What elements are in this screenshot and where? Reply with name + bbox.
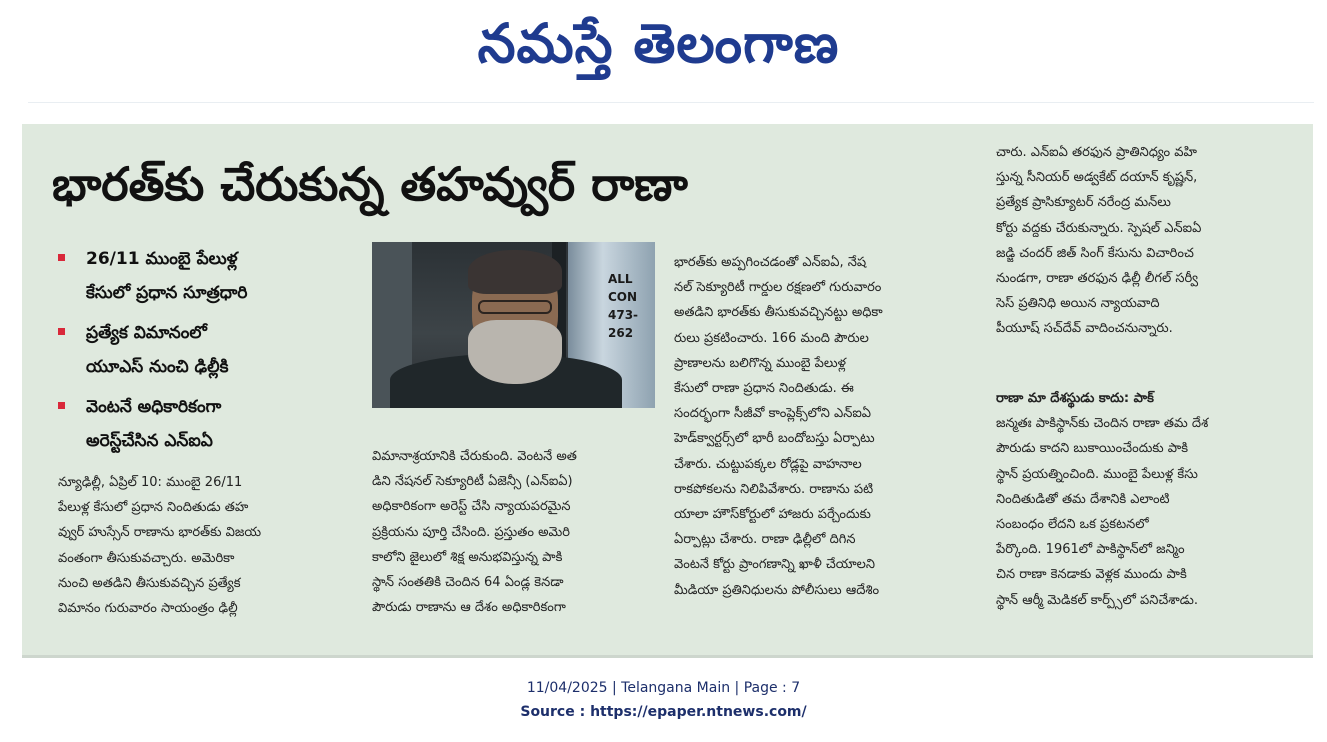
- article-column-4: [996, 140, 1288, 342]
- text-line: పౌరుడు కాదని బుకాయించేందుకు పాకి: [996, 441, 1189, 457]
- highlight-line: వెంటనే అధికారికంగా: [86, 397, 222, 417]
- masthead-divider: [28, 102, 1314, 103]
- text-line: పౌరుడు రాణాను ఆ దేశం అధికారికంగా: [372, 600, 566, 616]
- photo-sign: ALL CON 473-262: [608, 272, 639, 340]
- text-line: ప్రత్యేక ప్రాసిక్యూటర్ నరేంద్ర మన్‌లు: [996, 195, 1171, 211]
- text-line: రులు ప్రకటించారు. 166 మంది పౌరుల: [674, 330, 869, 346]
- edition-info: 11/04/2025 | Telangana Main | Page : 7: [526, 680, 801, 696]
- highlight-line: 26/11 ముంబై పేలుళ్ల: [86, 249, 238, 269]
- text-line: జడ్జి చందర్ జిత్ సింగ్ కేసును విచారించ: [996, 245, 1194, 261]
- text-line: చిన రాణా కెనడాకు వెళ్లక ముందు పాకి: [996, 567, 1187, 583]
- article-column-3: [674, 250, 974, 603]
- text-line: జన్మతః పాకిస్థాన్‌కు చెందిన రాణా తమ దేశ: [996, 416, 1209, 432]
- article-column-2: [372, 444, 656, 620]
- text-line: చారు. ఎన్ఐఏ తరఫున ప్రాతినిధ్యం వహి: [996, 145, 1197, 160]
- highlight-line: ప్రత్యేక విమానంలో: [86, 323, 207, 343]
- text-line: విమానం గురువారం సాయంత్రం ఢిల్లీ: [58, 601, 238, 617]
- highlight-line: యూఎస్ నుంచి ఢిల్లీకి: [86, 357, 229, 377]
- article-column-1: [58, 470, 344, 621]
- text-line: సంబంధం లేదని ఒక ప్రకటనలో: [996, 517, 1149, 533]
- text-line: సందర్భంగా సీజీవో కాంప్లెక్స్‌లోని ఎన్ఐఏ: [674, 406, 872, 422]
- text-line: అతడిని భారత్‌కు తీసుకువచ్చినట్టు అధికా: [674, 305, 883, 321]
- text-line: ప్రాణాలను బలిగొన్న ముంబై పేలుళ్ల: [674, 355, 847, 371]
- article-headline: భారత్‌కు చేరుకున్న తహవ్వుర్ రాణా: [52, 157, 688, 211]
- text-line: కోర్టు వద్దకు చేరుకున్నారు. స్పెషల్ ఎన్ఐఏ: [996, 220, 1202, 236]
- text-line: స్థాన్ ప్రయత్నించింది. ముంబై పేలుళ్ల కేసు: [996, 466, 1198, 482]
- page-footer: [0, 676, 1327, 724]
- text-line: ప్రక్రియను పూర్తి చేసింది. ప్రస్తుతం అమెరి: [372, 524, 570, 540]
- highlight-line: కేసులో ప్రధాన సూత్రధారి: [86, 283, 248, 303]
- masthead: [0, 0, 1327, 100]
- highlight-line: అరెస్ట్‌చేసిన ఎన్ఐఏ: [86, 431, 213, 451]
- highlight-item: [58, 316, 358, 384]
- text-line: భారత్‌కు అప్పగించడంతో ఎన్ఐఏ, నేష: [674, 255, 867, 270]
- text-line: ఏర్పాట్లు చేశారు. రాణా ఢిల్లీలో దిగిన: [674, 532, 856, 548]
- highlight-item: [58, 390, 358, 458]
- text-line: స్థాన్ ఆర్మీ మెడికల్ కార్ప్స్‌లో పనిచేశాడు.: [996, 592, 1198, 608]
- text-line: నల్ సెక్యూరిటీ గార్డుల రక్షణలో గురువారం: [674, 280, 882, 296]
- text-line: స్తున్న సీనియర్ అడ్వకేట్ దయాన్ కృష్ణన్,: [996, 170, 1198, 186]
- text-line: పేలుళ్ల కేసులో ప్రధాన నిందితుడు తహ: [58, 500, 249, 516]
- text-line: వ్వుర్ హుస్సేన్ రాణాను భారత్‌కు విజయ: [58, 525, 262, 541]
- text-line: నుండగా, రాణా తరఫున ఢిల్లీ లీగల్ సర్వీ: [996, 271, 1199, 287]
- bullet-square-icon: [58, 402, 65, 409]
- text-line: హెడ్‌క్వార్టర్స్‌లో భారీ బందోబస్తు ఏర్పాటు: [674, 431, 875, 447]
- subheading: రాణా మా దేశస్థుడు కాదు: పాక్: [996, 391, 1154, 406]
- bullet-square-icon: [58, 254, 65, 261]
- text-line: పేర్కొంది. 1961లో పాకిస్థాన్‌లో జన్మిం: [996, 542, 1185, 558]
- text-line: నుంచి అతడిని తీసుకువచ్చిన ప్రత్యేక: [58, 575, 241, 591]
- text-line: డిని నేషనల్ సెక్యూరిటీ ఏజెన్సీ (ఎన్ఐఏ): [372, 474, 573, 490]
- masthead-logo: నమస్తే తెలంగాణ: [477, 11, 840, 75]
- text-line: వెంటనే కోర్టు ప్రాంగణాన్ని ఖాళీ చేయాలని: [674, 557, 876, 573]
- text-line: కాలోని జైలులో శిక్ష అనుభవిస్తున్న పాకి: [372, 549, 563, 565]
- bullet-square-icon: [58, 328, 65, 335]
- text-line: నిందితుడితో తమ దేశానికి ఎలాంటి: [996, 491, 1170, 507]
- highlight-item: [58, 242, 358, 310]
- text-line: కేసులో రాణా ప్రధాన నిందితుడు. ఈ: [674, 381, 854, 397]
- source-link[interactable]: Source : https://epaper.ntnews.com/: [520, 704, 807, 720]
- text-line: సెస్ ప్రతినిధి అయిన న్యాయవాది: [996, 296, 1160, 312]
- text-line: యాలా హౌస్‌కోర్టులో హాజరు పర్చేందుకు: [674, 507, 871, 523]
- article-photo: [372, 242, 655, 408]
- text-line: రాకపోకలను నిలిపివేశారు. రాణాను పటి: [674, 481, 874, 497]
- text-line: మీడియా ప్రతినిధులను పోలీసులు ఆదేశిం: [674, 582, 880, 598]
- text-line: చేశారు. చుట్టుపక్కల రోడ్లపై వాహనాల: [674, 456, 862, 472]
- text-line: అధికారికంగా అరెస్ట్ చేసి న్యాయపరమైన: [372, 499, 571, 515]
- text-line: స్థాన్ సంతతికి చెందిన 64 ఏండ్ల కెనడా: [372, 575, 564, 591]
- text-line: పీయూష్ సచ్‌దేవ్ వాదించనున్నారు.: [996, 321, 1173, 337]
- text-line: వంతంగా తీసుకువచ్చారు. అమెరికా: [58, 550, 235, 566]
- article-column-4-subsection: [996, 386, 1288, 613]
- highlights-list: [58, 242, 358, 464]
- text-line: న్యూఢిల్లీ, ఏప్రిల్ 10: ముంబై 26/11: [58, 475, 243, 490]
- news-clipping: [22, 124, 1313, 658]
- text-line: విమానాశ్రయానికి చేరుకుంది. వెంటనే అత: [372, 449, 577, 464]
